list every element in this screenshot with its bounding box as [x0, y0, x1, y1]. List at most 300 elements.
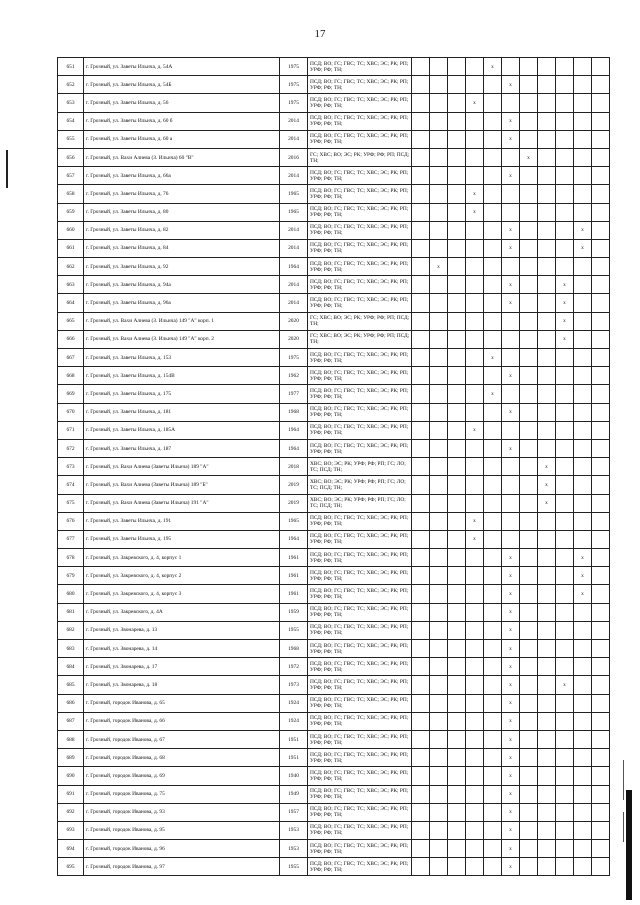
mark-cell — [592, 840, 610, 858]
year-cell: 2014 — [280, 276, 308, 294]
address-cell: г. Грозный, ул. Заветы Ильича, д. 94а — [84, 276, 280, 294]
mark-cell — [592, 167, 610, 185]
mark-cell — [520, 640, 538, 658]
row-number: 652 — [58, 76, 84, 94]
row-number: 673 — [58, 458, 84, 476]
systems-cell: ПСД; ВО; ГС; ГВС; ТС; ХВС; ЭС; РК; РП; УРФ; РФ; ТН; — [308, 385, 412, 403]
mark-cell — [466, 676, 484, 694]
mark-cell — [556, 840, 574, 858]
address-cell: г. Грозный, городок Иванова, д. 69 — [84, 767, 280, 785]
mark-cell — [430, 530, 448, 548]
row-number: 682 — [58, 621, 84, 639]
table-row — [58, 458, 610, 476]
mark-cell — [592, 858, 610, 876]
mark-cell — [448, 330, 466, 348]
mark-cell — [574, 403, 592, 421]
mark-cell — [520, 221, 538, 239]
row-number: 671 — [58, 421, 84, 439]
mark-cell — [592, 821, 610, 839]
mark-cell — [520, 58, 538, 76]
mark-cell — [484, 494, 502, 512]
row-number: 654 — [58, 112, 84, 130]
mark-cell: x — [502, 367, 520, 385]
mark-cell — [520, 530, 538, 548]
address-cell: г. Грозный, ул. Заветы Ильича, д. 154В — [84, 367, 280, 385]
mark-cell — [556, 785, 574, 803]
mark-cell — [574, 185, 592, 203]
mark-cell — [430, 640, 448, 658]
mark-cell — [520, 694, 538, 712]
mark-cell — [430, 458, 448, 476]
row-number: 674 — [58, 476, 84, 494]
mark-cell — [538, 403, 556, 421]
mark-cell — [412, 858, 430, 876]
mark-cell — [556, 421, 574, 439]
mark-cell — [520, 312, 538, 330]
mark-cell — [574, 658, 592, 676]
mark-cell — [412, 294, 430, 312]
mark-cell — [412, 130, 430, 148]
mark-cell: x — [484, 385, 502, 403]
mark-cell — [592, 439, 610, 457]
mark-cell — [430, 749, 448, 767]
mark-cell — [520, 767, 538, 785]
systems-cell: ПСД; ВО; ГС; ГВС; ТС; ХВС; ЭС; РК; РП; УРФ; РФ; ТН; — [308, 676, 412, 694]
mark-cell — [484, 258, 502, 276]
housing-register-table — [57, 57, 610, 876]
row-number: 664 — [58, 294, 84, 312]
table-row — [58, 276, 610, 294]
mark-cell — [448, 549, 466, 567]
mark-cell — [466, 330, 484, 348]
mark-cell — [592, 349, 610, 367]
mark-cell: x — [484, 58, 502, 76]
mark-cell — [502, 58, 520, 76]
mark-cell — [520, 858, 538, 876]
page-number: 17 — [314, 28, 326, 40]
mark-cell — [430, 585, 448, 603]
mark-cell — [466, 749, 484, 767]
mark-cell — [502, 476, 520, 494]
mark-cell — [484, 112, 502, 130]
mark-cell — [592, 330, 610, 348]
mark-cell — [466, 785, 484, 803]
row-number: 694 — [58, 840, 84, 858]
year-cell: 2014 — [280, 112, 308, 130]
mark-cell — [592, 585, 610, 603]
mark-cell — [484, 640, 502, 658]
mark-cell — [556, 94, 574, 112]
mark-cell — [574, 112, 592, 130]
table-row — [58, 221, 610, 239]
mark-cell — [412, 258, 430, 276]
mark-cell — [538, 749, 556, 767]
mark-cell — [538, 421, 556, 439]
mark-cell — [520, 676, 538, 694]
mark-cell — [484, 658, 502, 676]
mark-cell: x — [502, 785, 520, 803]
mark-cell — [466, 367, 484, 385]
mark-cell — [592, 749, 610, 767]
mark-cell — [538, 694, 556, 712]
table-row — [58, 567, 610, 585]
mark-cell — [466, 603, 484, 621]
mark-cell — [412, 585, 430, 603]
mark-cell: x — [574, 239, 592, 257]
mark-cell — [484, 730, 502, 748]
mark-cell — [448, 294, 466, 312]
table-row — [58, 730, 610, 748]
mark-cell — [556, 476, 574, 494]
mark-cell — [592, 112, 610, 130]
mark-cell: x — [502, 112, 520, 130]
year-cell: 1955 — [280, 621, 308, 639]
mark-cell — [412, 349, 430, 367]
mark-cell — [574, 730, 592, 748]
mark-cell: x — [538, 458, 556, 476]
mark-cell — [556, 458, 574, 476]
systems-cell: ПСД; ВО; ГС; ГВС; ТС; ХВС; ЭС; РК; РП; УРФ; РФ; ТН; — [308, 712, 412, 730]
mark-cell — [430, 94, 448, 112]
mark-cell — [430, 549, 448, 567]
mark-cell — [484, 549, 502, 567]
mark-cell — [466, 712, 484, 730]
mark-cell — [556, 821, 574, 839]
mark-cell — [484, 785, 502, 803]
mark-cell — [430, 603, 448, 621]
mark-cell — [574, 94, 592, 112]
row-number: 692 — [58, 803, 84, 821]
address-cell: г. Грозный, ул. Заветы Ильича, д. 84 — [84, 239, 280, 257]
mark-cell — [574, 148, 592, 166]
systems-cell: ПСД; ВО; ГС; ГВС; ТС; ХВС; ЭС; РК; РП; УРФ; РФ; ТН; — [308, 567, 412, 585]
systems-cell: ПСД; ВО; ГС; ГВС; ТС; ХВС; ЭС; РК; РП; УРФ; РФ; ТН; — [308, 403, 412, 421]
table-row — [58, 439, 610, 457]
mark-cell — [448, 785, 466, 803]
mark-cell — [574, 749, 592, 767]
mark-cell — [502, 421, 520, 439]
mark-cell — [412, 385, 430, 403]
mark-cell — [484, 512, 502, 530]
mark-cell — [412, 403, 430, 421]
mark-cell — [520, 403, 538, 421]
mark-cell — [538, 349, 556, 367]
systems-cell: ПСД; ВО; ГС; ГВС; ТС; ХВС; ЭС; РК; РП; УРФ; РФ; ТН; — [308, 439, 412, 457]
mark-cell — [412, 621, 430, 639]
mark-cell — [520, 621, 538, 639]
mark-cell — [592, 58, 610, 76]
mark-cell — [466, 640, 484, 658]
mark-cell — [556, 494, 574, 512]
mark-cell — [574, 203, 592, 221]
address-cell: г. Грозный, городок Иванова, д. 75 — [84, 785, 280, 803]
mark-cell — [520, 803, 538, 821]
row-number: 691 — [58, 785, 84, 803]
address-cell: г. Грозный, ул. Заветы Ильича, д. 185А — [84, 421, 280, 439]
mark-cell: x — [556, 294, 574, 312]
table-row — [58, 712, 610, 730]
mark-cell — [448, 130, 466, 148]
address-cell: г. Грозный, ул. Закревского, д. 4А — [84, 603, 280, 621]
mark-cell — [484, 421, 502, 439]
address-cell: г. Грозный, ул. Заветы Ильича, д. 56 — [84, 94, 280, 112]
mark-cell — [556, 239, 574, 257]
mark-cell — [556, 585, 574, 603]
mark-cell — [538, 221, 556, 239]
table-row — [58, 603, 610, 621]
address-cell: г. Грозный, городок Иванова, д. 96 — [84, 840, 280, 858]
mark-cell — [484, 403, 502, 421]
mark-cell — [574, 458, 592, 476]
mark-cell — [484, 185, 502, 203]
mark-cell — [484, 767, 502, 785]
mark-cell — [466, 403, 484, 421]
mark-cell — [592, 312, 610, 330]
mark-cell — [448, 239, 466, 257]
address-cell: г. Грозный, ул. Вахи Алиева (З. Ильича) 149 "А" корп. 1 — [84, 312, 280, 330]
row-number: 661 — [58, 239, 84, 257]
mark-cell — [412, 730, 430, 748]
mark-cell — [430, 385, 448, 403]
address-cell: г. Грозный, ул. Вахи Алиева (Заветы Ильича) 189 "Б" — [84, 476, 280, 494]
mark-cell — [592, 803, 610, 821]
address-cell: г. Грозный, городок Иванова, д. 95 — [84, 821, 280, 839]
mark-cell: x — [574, 221, 592, 239]
mark-cell — [484, 167, 502, 185]
mark-cell — [538, 658, 556, 676]
year-cell: 1964 — [280, 439, 308, 457]
row-number: 680 — [58, 585, 84, 603]
mark-cell — [502, 458, 520, 476]
mark-cell — [538, 821, 556, 839]
mark-cell — [556, 512, 574, 530]
systems-cell: ПСД; ВО; ГС; ГВС; ТС; ХВС; ЭС; РК; РП; УРФ; РФ; ТН; — [308, 185, 412, 203]
mark-cell: x — [502, 749, 520, 767]
mark-cell — [466, 658, 484, 676]
mark-cell — [430, 658, 448, 676]
mark-cell — [592, 385, 610, 403]
mark-cell — [592, 603, 610, 621]
mark-cell — [538, 785, 556, 803]
mark-cell — [448, 658, 466, 676]
systems-cell: ХВС; ВО; ЭС; РК; УРФ; РФ; РП; ГС; ЛО; ТС; ПСД; ТН; — [308, 494, 412, 512]
mark-cell — [556, 185, 574, 203]
mark-cell: x — [502, 130, 520, 148]
mark-cell — [430, 439, 448, 457]
mark-cell — [520, 367, 538, 385]
mark-cell — [520, 330, 538, 348]
year-cell: 2014 — [280, 130, 308, 148]
mark-cell: x — [502, 276, 520, 294]
row-number: 666 — [58, 330, 84, 348]
mark-cell — [520, 494, 538, 512]
mark-cell — [592, 276, 610, 294]
mark-cell — [484, 439, 502, 457]
mark-cell — [466, 130, 484, 148]
row-number: 695 — [58, 858, 84, 876]
mark-cell: x — [502, 712, 520, 730]
mark-cell — [448, 421, 466, 439]
mark-cell — [484, 712, 502, 730]
mark-cell — [448, 148, 466, 166]
mark-cell: x — [502, 239, 520, 257]
mark-cell — [430, 694, 448, 712]
row-number: 686 — [58, 694, 84, 712]
mark-cell — [538, 585, 556, 603]
mark-cell — [448, 640, 466, 658]
mark-cell — [430, 148, 448, 166]
mark-cell — [520, 730, 538, 748]
mark-cell — [412, 276, 430, 294]
systems-cell: ГС; ХВС; ВО; ЭС; РК; УРФ; РФ; РП; ПСД; ТН; — [308, 330, 412, 348]
mark-cell — [592, 458, 610, 476]
year-cell: 1975 — [280, 94, 308, 112]
row-number: 689 — [58, 749, 84, 767]
systems-cell: ПСД; ВО; ГС; ГВС; ТС; ХВС; ЭС; РК; РП; УРФ; РФ; ТН; — [308, 840, 412, 858]
systems-cell: ПСД; ВО; ГС; ГВС; ТС; ХВС; ЭС; РК; РП; УРФ; РФ; ТН; — [308, 767, 412, 785]
mark-cell — [412, 821, 430, 839]
mark-cell — [502, 185, 520, 203]
mark-cell — [466, 494, 484, 512]
mark-cell — [430, 349, 448, 367]
mark-cell — [412, 640, 430, 658]
systems-cell: ПСД; ВО; ГС; ГВС; ТС; ХВС; ЭС; РК; РП; УРФ; РФ; ТН; — [308, 549, 412, 567]
mark-cell — [556, 621, 574, 639]
year-cell: 1975 — [280, 76, 308, 94]
mark-cell — [466, 803, 484, 821]
mark-cell — [538, 530, 556, 548]
mark-cell — [466, 76, 484, 94]
mark-cell — [466, 458, 484, 476]
mark-cell — [520, 567, 538, 585]
mark-cell — [592, 494, 610, 512]
mark-cell — [412, 803, 430, 821]
mark-cell — [448, 203, 466, 221]
mark-cell — [574, 785, 592, 803]
mark-cell — [538, 676, 556, 694]
mark-cell — [448, 112, 466, 130]
mark-cell — [412, 421, 430, 439]
mark-cell — [520, 785, 538, 803]
mark-cell — [538, 840, 556, 858]
scan-edge-tick — [623, 760, 624, 800]
row-number: 678 — [58, 549, 84, 567]
mark-cell — [412, 458, 430, 476]
mark-cell — [592, 421, 610, 439]
row-number: 690 — [58, 767, 84, 785]
table-row — [58, 585, 610, 603]
row-number: 684 — [58, 658, 84, 676]
mark-cell — [484, 694, 502, 712]
address-cell: г. Грозный, ул. Заветы Ильича, д. 175 — [84, 385, 280, 403]
mark-cell — [466, 385, 484, 403]
systems-cell: ПСД; ВО; ГС; ГВС; ТС; ХВС; ЭС; РК; РП; УРФ; РФ; ТН; — [308, 730, 412, 748]
mark-cell — [574, 312, 592, 330]
mark-cell — [538, 294, 556, 312]
systems-cell: ХВС; ВО; ЭС; РК; УРФ; РФ; РП; ГС; ЛО; ТС; ПСД; ТН; — [308, 476, 412, 494]
mark-cell — [538, 112, 556, 130]
mark-cell: x — [466, 512, 484, 530]
mark-cell — [538, 603, 556, 621]
year-cell: 1959 — [280, 603, 308, 621]
mark-cell — [556, 439, 574, 457]
mark-cell — [592, 367, 610, 385]
mark-cell — [520, 840, 538, 858]
mark-cell — [556, 112, 574, 130]
row-number: 672 — [58, 439, 84, 457]
year-cell: 1965 — [280, 203, 308, 221]
mark-cell — [412, 603, 430, 621]
mark-cell — [466, 312, 484, 330]
year-cell: 2014 — [280, 221, 308, 239]
row-number: 677 — [58, 530, 84, 548]
mark-cell — [592, 621, 610, 639]
mark-cell — [448, 858, 466, 876]
mark-cell — [484, 458, 502, 476]
mark-cell — [556, 767, 574, 785]
row-number: 675 — [58, 494, 84, 512]
mark-cell — [412, 76, 430, 94]
mark-cell — [430, 276, 448, 294]
mark-cell — [538, 767, 556, 785]
row-number: 651 — [58, 58, 84, 76]
mark-cell — [484, 76, 502, 94]
mark-cell — [466, 112, 484, 130]
mark-cell: x — [520, 148, 538, 166]
address-cell: г. Грозный, ул. Закревского, д. 4, корпус 2 — [84, 567, 280, 585]
systems-cell: ПСД; ВО; ГС; ГВС; ТС; ХВС; ЭС; РК; РП; УРФ; РФ; ТН; — [308, 658, 412, 676]
mark-cell — [430, 76, 448, 94]
mark-cell — [520, 258, 538, 276]
address-cell: г. Грозный, ул. Заветы Ильича, д. 54Б — [84, 76, 280, 94]
mark-cell — [592, 512, 610, 530]
mark-cell — [412, 694, 430, 712]
year-cell: 1962 — [280, 367, 308, 385]
systems-cell: ПСД; ВО; ГС; ГВС; ТС; ХВС; ЭС; РК; РП; УРФ; РФ; ТН; — [308, 858, 412, 876]
year-cell: 1968 — [280, 640, 308, 658]
mark-cell — [430, 403, 448, 421]
mark-cell — [466, 730, 484, 748]
mark-cell — [520, 167, 538, 185]
mark-cell — [412, 367, 430, 385]
table-row — [58, 167, 610, 185]
mark-cell — [448, 349, 466, 367]
year-cell: 2018 — [280, 458, 308, 476]
table-row — [58, 349, 610, 367]
mark-cell — [592, 148, 610, 166]
mark-cell — [538, 276, 556, 294]
systems-cell: ПСД; ВО; ГС; ГВС; ТС; ХВС; ЭС; РК; РП; УРФ; РФ; ТН; — [308, 167, 412, 185]
mark-cell: x — [466, 94, 484, 112]
year-cell: 1964 — [280, 530, 308, 548]
address-cell: г. Грозный, ул. Заветы Ильича, д. 153 — [84, 349, 280, 367]
mark-cell — [556, 858, 574, 876]
mark-cell: x — [502, 603, 520, 621]
year-cell: 1955 — [280, 858, 308, 876]
mark-cell — [412, 239, 430, 257]
mark-cell: x — [502, 803, 520, 821]
mark-cell — [448, 385, 466, 403]
address-cell: г. Грозный, ул. Звонарева, д. 13 — [84, 621, 280, 639]
mark-cell — [466, 167, 484, 185]
mark-cell — [448, 458, 466, 476]
mark-cell — [412, 58, 430, 76]
mark-cell: x — [502, 221, 520, 239]
mark-cell: x — [556, 276, 574, 294]
mark-cell — [484, 603, 502, 621]
mark-cell — [538, 94, 556, 112]
table-row — [58, 803, 610, 821]
